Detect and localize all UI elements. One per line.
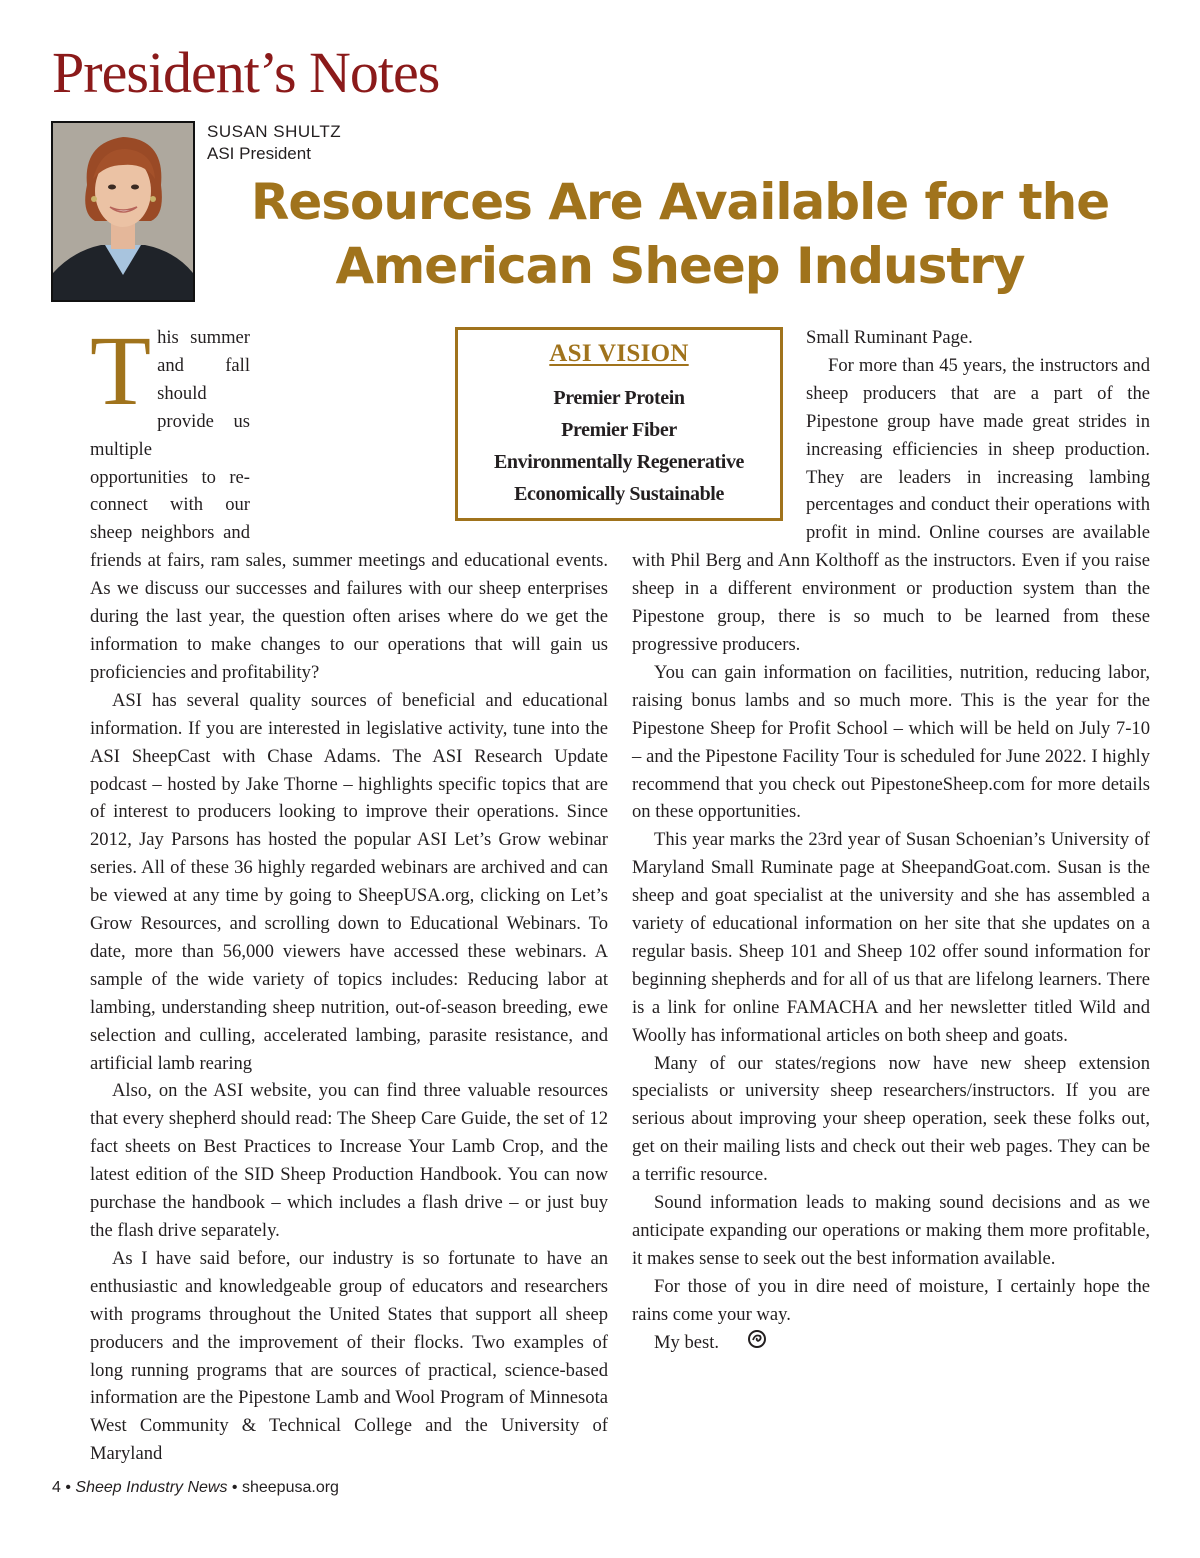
closing-line: My best. [632,1329,1150,1358]
paragraph: For those of you in dire need of moisture, I certainly hope the rains come your way. [632,1275,1150,1325]
vision-item: Premier Protein [553,387,685,409]
paragraph: This year marks the 23rd year of Susan Schoenian’s University of Maryland Small Ruminate page at SheepandGoat.com. Susan is the sheep and goat specialist at the university and she has assembled a variety of educational information on her site that she updates on a regular basis. Sheep 101 and Sheep 102 offer sound information for beginning shepherds and for all of us that are lifelong learners. There is a link for online FAMACHA and her newsletter titled Wild and Woolly has informational articles on both sheep and goats. [632,829,1150,1046]
headline-line-1: Resources Are Available for the [250,173,1110,231]
author-byline [207,121,341,165]
page-number: 4 [52,1479,61,1496]
author-title: ASI President [207,144,311,163]
paragraph: Sound information leads to making sound decisions and as we anticipate expanding our operations or making them more profitable, it makes sense to seek out the best information available. [632,1192,1150,1269]
vision-title: ASI VISION [549,340,689,367]
drop-cap: T [90,315,152,426]
paragraph: Small Ruminant Page. [806,327,973,348]
paragraph: You can gain information on facilities, nutrition, reducing labor, raising bonus lambs and so much more. This is the year for the Pipestone Sheep for Profit School – which will be held on July 7-10 – and the Pipestone Facility Tour is scheduled for June 2022. I highly recommend that you check out PipestoneSheep.com for more details on these opportunities. [632,661,1150,823]
paragraph: This summer and fall should provide us multiple opportunities to re-connect with our sheep neighbors and friends at fairs, ram sales, summer meetings and educational events. As we discuss our successes and failures with our sheep enterprises during the last year, the question often arises where do we get the information to make changes to our operations that will gain us proficiencies and profitability? [90,315,608,683]
vision-item: Environmentally Regenerative [493,451,745,473]
vision-list [458,382,780,510]
end-mark-icon [725,1329,767,1358]
author-photo [51,121,195,302]
paragraph: As I have said before, our industry is so fortunate to have an enthusiastic and knowledgeable group of educators and researchers with programs throughout the United States that support all sheep producers and the improvement of their flocks. Two examples of long running programs that are sources of practical, science-based information are the Pipestone Lamb and Wool Program of Minnesota West Community & Technical College and the University of Maryland [90,1247,608,1465]
paragraph: ASI has several quality sources of beneficial and educational information. If you are interested in legislative activity, tune into the ASI SheepCast with Chase Adams. The ASI Research Update podcast – hosted by Jake Thorne – highlights specific topics that are of interest to producers looking to improve their operations. Since 2012, Jay Parsons has hosted the popular ASI Let’s Grow webinar series. All of these 36 highly regarded webinars are archived and can be viewed at any time by going to SheepUSA.org, clicking on Let’s Grow Resources, and scrolling down to Educational Webinars. To date, more than 56,000 viewers have accessed these webinars. A sample of the wide variety of topics includes: Reducing labor at lambing, understanding sheep nutrition, out-of-season breeding, ewe selection and culling, accelerated lambing, parasite resistance, and artificial lamb rearing [90,689,608,1074]
paragraph: Many of our states/regions now have new sheep extension specialists or university sheep researchers/instructors. If you are serious about improving your sheep operation, seek these folks out, get on their mailing lists and check out their web pages. They can be a terrific resource. [632,1052,1150,1186]
asi-vision-box [455,327,783,521]
section-title: President’s Notes [52,40,440,105]
vision-item: Premier Fiber [561,419,677,441]
headline-line-2: American Sheep Industry [335,237,1025,295]
publication-name: Sheep Industry News [75,1479,228,1496]
paragraph: Also, on the ASI website, you can find three valuable resources that every shepherd should read: The Sheep Care Guide, the set of 12 fact sheets on Best Practices to Increase Your Lamb Crop, and the latest edition of the SID Sheep Production Handbook. You can now purchase the handbook – which includes a flash drive – or just buy the flash drive separately. [90,1080,608,1241]
website-link[interactable]: sheepusa.org [241,1479,339,1496]
portrait-illustration [53,123,193,300]
paragraph: For more than 45 years, the instructors and sheep producers that are a part of the Pipestone group have made great strides in increasing efficiencies in sheep production. They are leaders in increasing lambing percentages and conduct their operations with profit in mind. Online courses are available with Phil Berg and Ann Kolthoff as the instructors. Even if you raise sheep in a different environment or production system than the Pipestone group, there is so much to be learned from these progressive producers. [632,354,1150,655]
page-footer: 4 • Sheep Industry News • sheepusa.org [52,1479,339,1496]
author-name: SUSAN SHULTZ [207,122,342,141]
vision-item: Economically Sustainable [514,483,724,505]
article-headline [250,170,1110,298]
